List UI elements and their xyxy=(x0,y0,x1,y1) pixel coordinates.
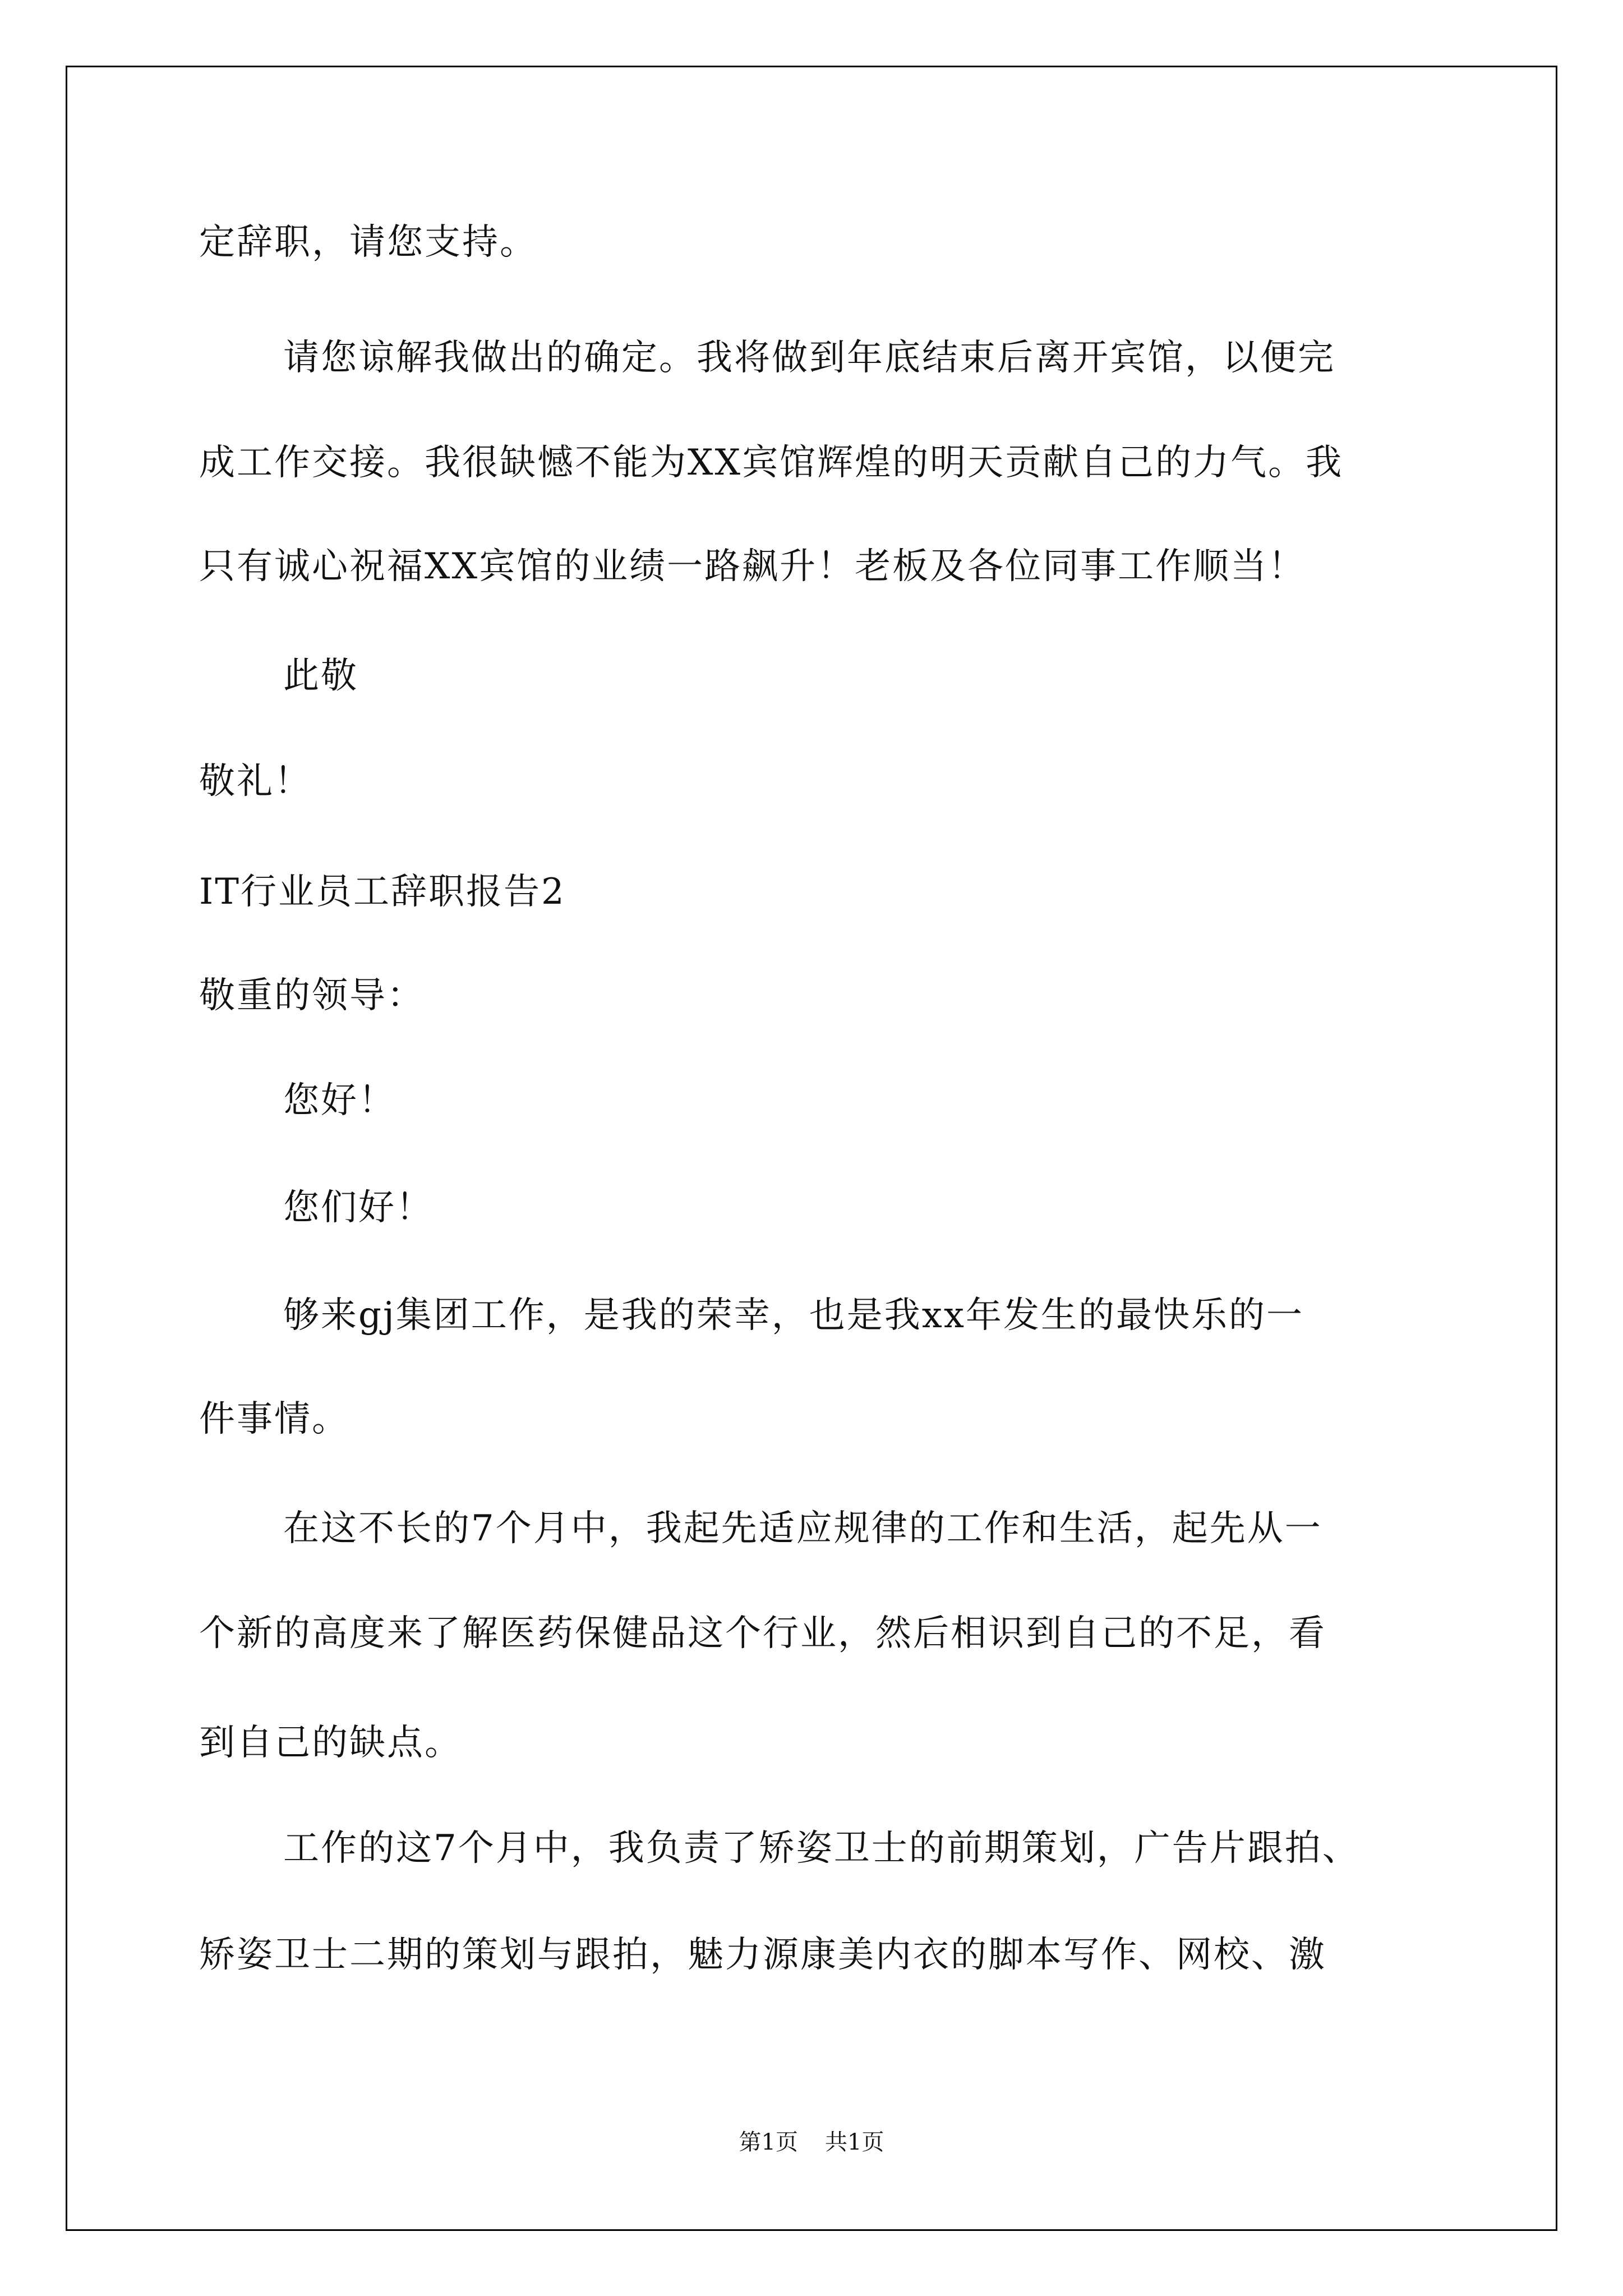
text-line-10: 您们好！ xyxy=(283,1187,434,1228)
text-line-11: 够来gj集团工作，是我的荣幸，也是我xx年发生的最快乐的一 xyxy=(283,1295,1304,1336)
text-line-1: 定辞职，请您支持。 xyxy=(199,222,537,263)
page-total: 共1页 xyxy=(825,2129,884,2155)
text-line-12: 件事情。 xyxy=(199,1398,349,1440)
text-line-3: 成工作交接。我很缺憾不能为XX宾馆辉煌的明天贡献自己的力气。我 xyxy=(199,442,1344,484)
text-line-13: 在这不长的7个月中，我起先适应规律的工作和生活，起先从一 xyxy=(283,1508,1322,1549)
text-line-9: 您好！ xyxy=(283,1080,396,1121)
page-number: 第1页 xyxy=(739,2129,798,2155)
text-line-7: IT行业员工辞职报告2 xyxy=(199,871,566,913)
text-line-14: 个新的高度来了解医药保健品这个行业，然后相识到自己的不足，看 xyxy=(199,1613,1326,1654)
text-line-16: 工作的这7个月中，我负责了矫姿卫士的前期策划，广告片跟拍、 xyxy=(283,1828,1360,1869)
page-footer xyxy=(0,2128,1623,2156)
text-line-2: 请您谅解我做出的确定。我将做到年底结束后离开宾馆，以便完 xyxy=(283,337,1335,379)
text-line-15: 到自己的缺点。 xyxy=(199,1722,462,1764)
text-line-5: 此敬 xyxy=(283,655,358,697)
text-line-17: 矫姿卫士二期的策划与跟拍，魅力源康美内衣的脚本写作、网校、激 xyxy=(199,1934,1326,1976)
text-line-4: 只有诚心祝福XX宾馆的业绩一路飙升！老板及各位同事工作顺当！ xyxy=(199,546,1306,587)
page-frame xyxy=(66,66,1557,2231)
text-line-8: 敬重的领导： xyxy=(199,975,425,1016)
text-line-6: 敬礼！ xyxy=(199,761,312,802)
